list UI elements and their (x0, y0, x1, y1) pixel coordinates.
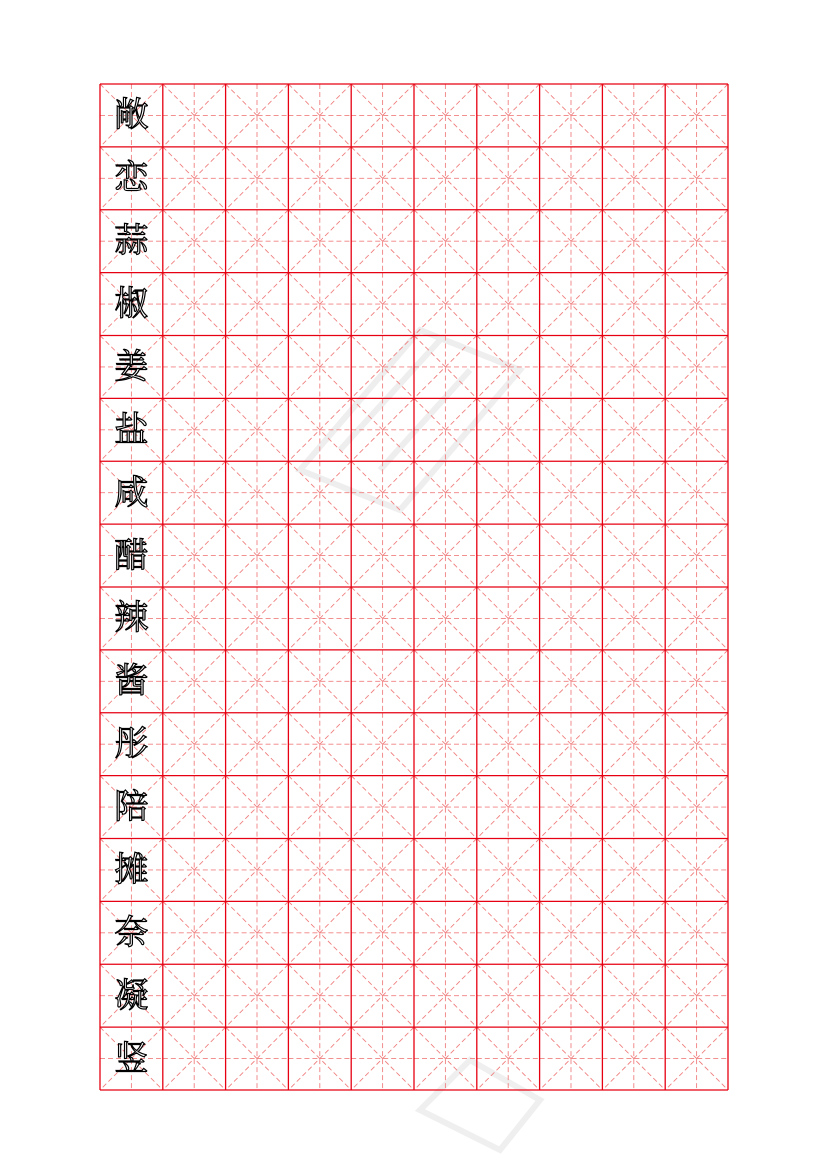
practice-character: 辣 (114, 598, 149, 639)
practice-character: 摊 (114, 849, 149, 890)
practice-character: 陪 (114, 787, 149, 828)
practice-character: 盐 (114, 409, 149, 450)
practice-character: 奈 (114, 912, 149, 953)
practice-character: 蒜 (114, 221, 149, 262)
practice-character: 彤 (114, 724, 149, 765)
practice-character: 姜 (114, 346, 149, 387)
practice-character: 醋 (114, 535, 149, 576)
practice-character: 咸 (114, 472, 149, 513)
practice-character: 酱 (114, 661, 149, 702)
practice-character: 恋 (114, 158, 149, 199)
tian-zi-grid (100, 84, 728, 1090)
practice-character: 椒 (114, 284, 149, 325)
practice-character: 敞 (114, 95, 149, 136)
practice-character: 竖 (114, 1038, 149, 1079)
practice-character: 凝 (114, 975, 149, 1016)
